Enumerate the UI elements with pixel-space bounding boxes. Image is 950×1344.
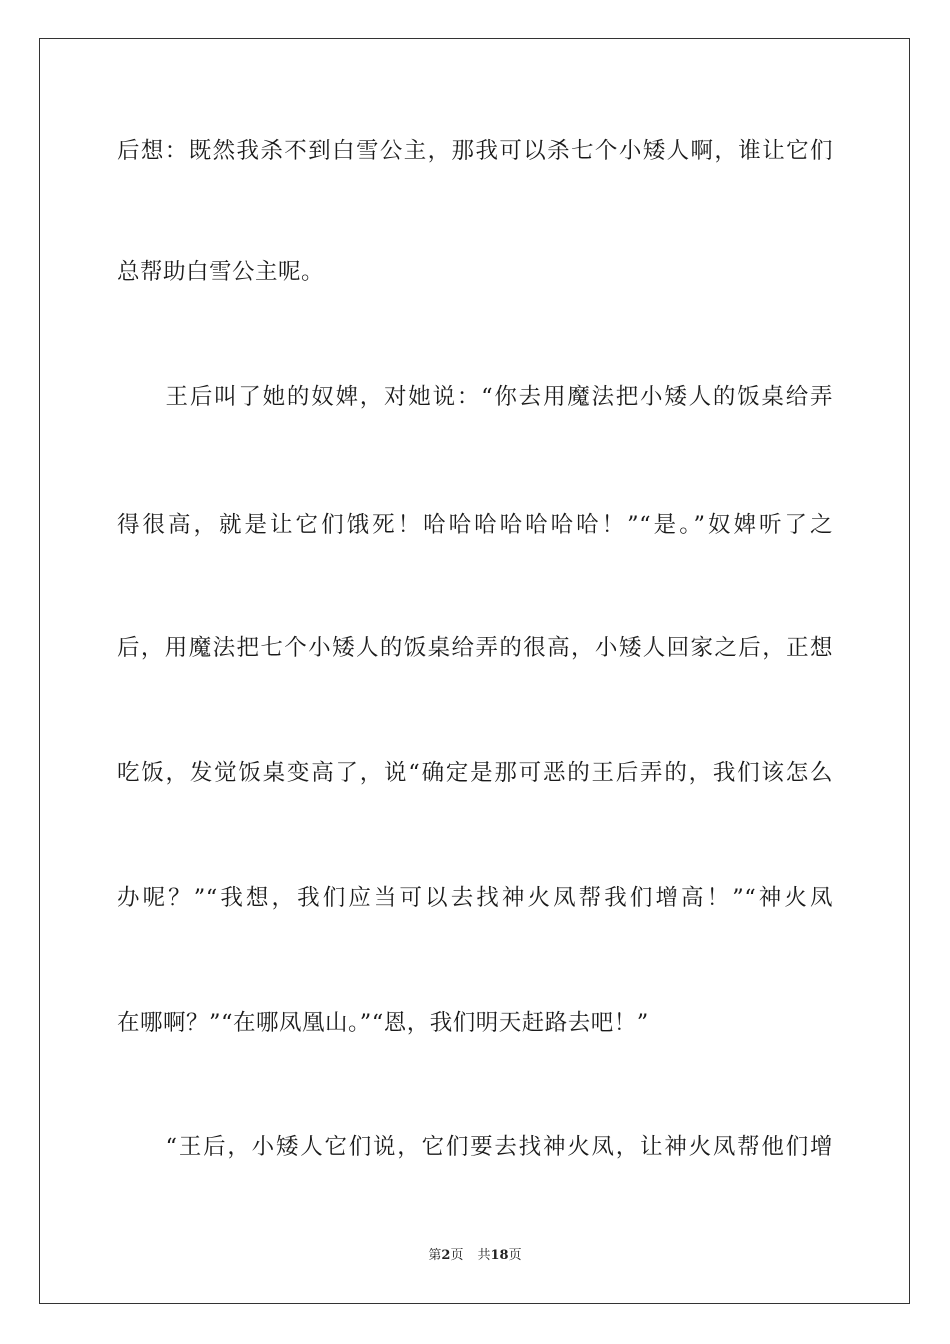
text-line-1: 后想：既然我杀不到白雪公主，那我可以杀七个小矮人啊，谁让它们 xyxy=(117,138,833,164)
text-line-8: 在哪啊？”“在哪凤凰山。”“恩，我们明天赶路去吧！” xyxy=(117,1010,649,1036)
text-line-4: 得很高，就是让它们饿死！哈哈哈哈哈哈哈！”“是。”奴婢听了之 xyxy=(117,512,833,538)
text-line-6: 吃饭，发觉饭桌变高了，说“确定是那可恶的王后弄的，我们该怎么 xyxy=(117,760,833,786)
text-line-5: 后，用魔法把七个小矮人的饭桌给弄的很高，小矮人回家之后，正想 xyxy=(117,635,833,661)
page-footer xyxy=(0,1247,950,1265)
footer-total-suffix: 页 xyxy=(508,1248,522,1263)
page-border xyxy=(39,38,910,1304)
footer-page-total: 18 xyxy=(490,1248,509,1263)
text-line-3: 王后叫了她的奴婢，对她说：“你去用魔法把小矮人的饭桌给弄 xyxy=(117,384,833,410)
text-line-2: 总帮助白雪公主呢。 xyxy=(117,259,325,285)
footer-page-current: 2 xyxy=(441,1248,451,1263)
footer-total-prefix: 共 xyxy=(477,1248,491,1263)
text-line-7: 办呢？”“我想，我们应当可以去找神火凤帮我们增高！”“神火凤 xyxy=(117,885,833,911)
footer-page-suffix: 页 xyxy=(450,1248,464,1263)
text-line-9: “王后，小矮人它们说，它们要去找神火凤，让神火凤帮他们增 xyxy=(117,1134,833,1160)
footer-page-prefix: 第 xyxy=(428,1248,442,1263)
